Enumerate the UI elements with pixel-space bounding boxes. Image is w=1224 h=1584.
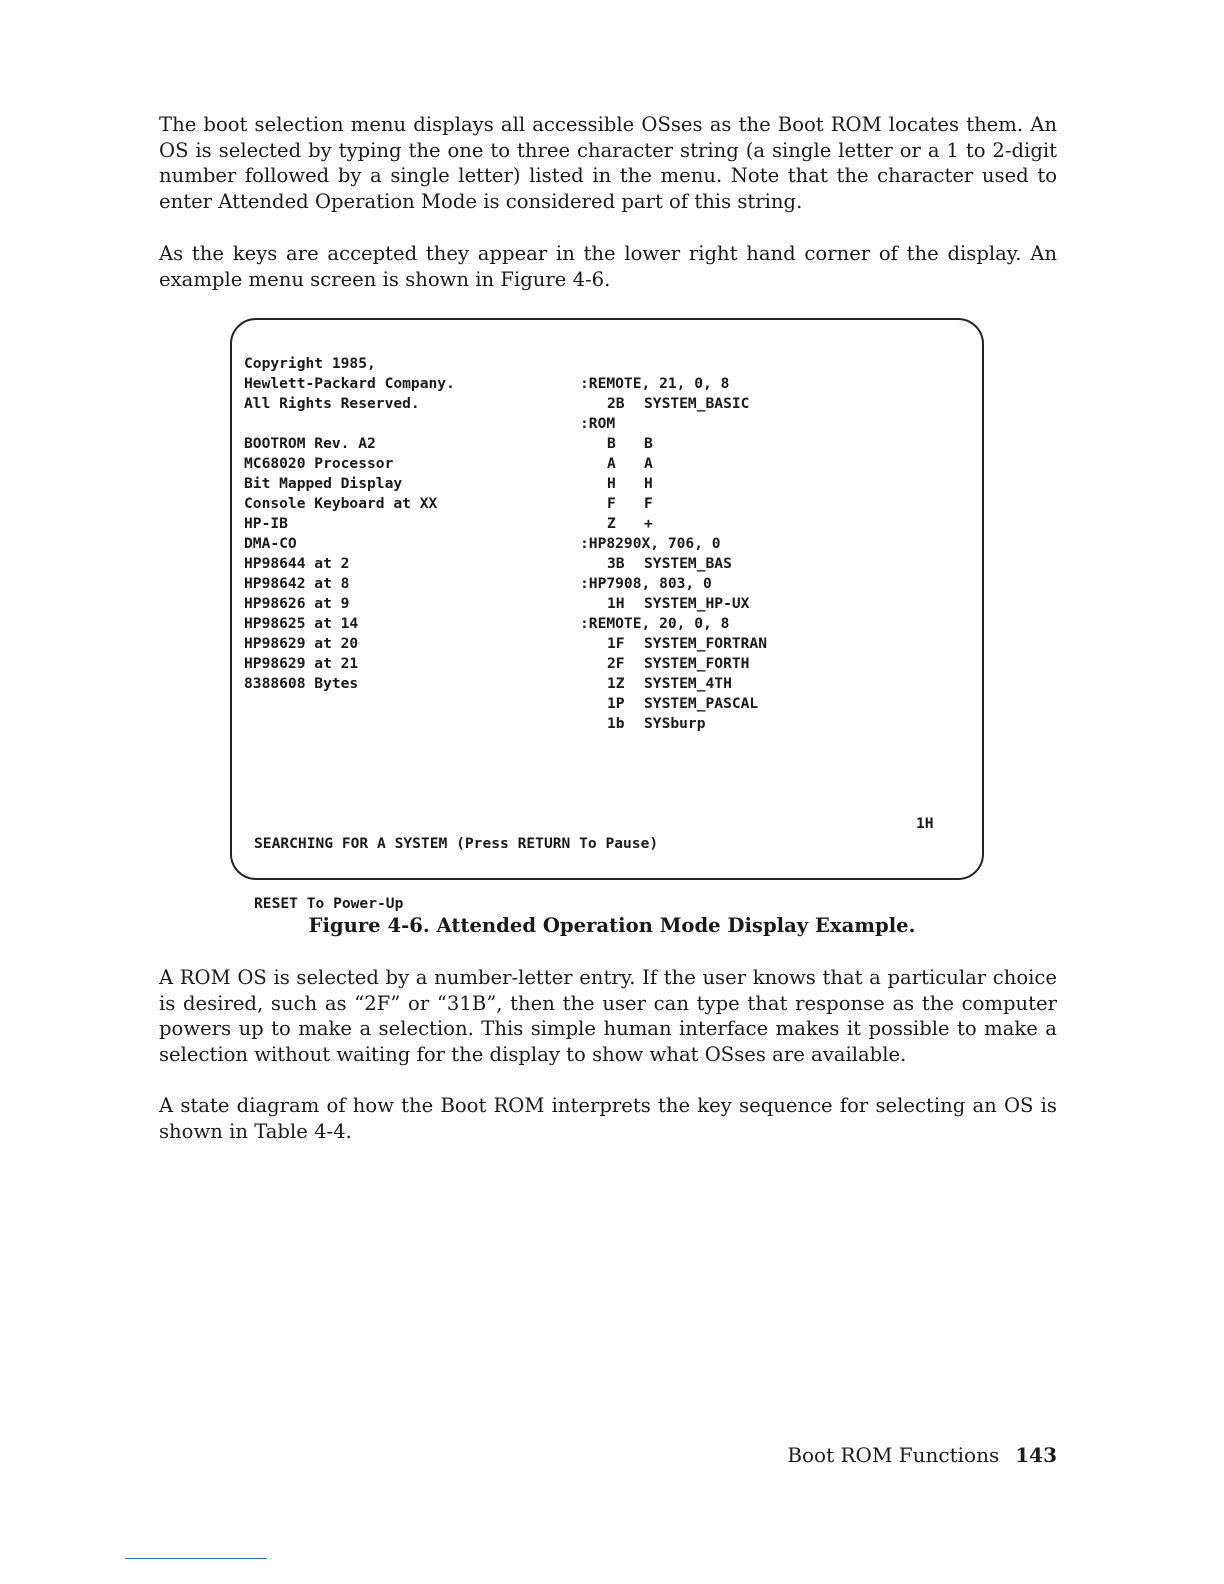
- entered-keys-indicator: 1H: [916, 815, 934, 832]
- rom-selection-paragraph: A ROM OS is selected by a number-letter entry. If the user knows that a particular choice is desired, such as “2F” or “31B”, then the user can type that response as the computer powers up to make a selection. This simple human interface makes it possible to make a selection without waiting for the display to show what OSses are available.: [159, 966, 1057, 1066]
- system-info-line: [244, 414, 455, 434]
- os-entry-name: H: [644, 475, 653, 492]
- device-header-line: :REMOTE, 20, 0, 8: [580, 615, 730, 632]
- device-header-line: :HP7908, 803, 0: [580, 575, 712, 592]
- os-entry: [580, 694, 767, 714]
- os-entry: [580, 594, 767, 614]
- os-entry-name: SYSTEM_HP-UX: [644, 595, 750, 612]
- system-info-line: Copyright 1985,: [244, 355, 376, 372]
- system-info-line: 8388608 Bytes: [244, 675, 359, 692]
- os-entry-code: 2F: [607, 655, 625, 672]
- os-entry: [580, 674, 767, 694]
- footer-section-title: Boot ROM Functions: [787, 1443, 1000, 1467]
- os-entry-name: +: [644, 515, 653, 532]
- os-entry: [580, 654, 767, 674]
- os-entry-code: 1H: [607, 595, 625, 612]
- os-entry-name: SYSTEM_FORTH: [644, 655, 750, 672]
- system-info-column: [244, 354, 455, 694]
- os-entry-name: SYSTEM_BAS: [644, 555, 732, 572]
- system-info-line: DMA-CO: [244, 535, 297, 552]
- system-info-line: HP98642 at 8: [244, 575, 350, 592]
- footnote-rule: [125, 1558, 267, 1559]
- device-header-line: :ROM: [580, 415, 616, 432]
- os-entry-name: B: [644, 435, 653, 452]
- system-info-line: HP98625 at 14: [244, 615, 359, 632]
- system-info-line: HP98629 at 21: [244, 655, 359, 672]
- boot-menu-screen: [230, 318, 984, 912]
- os-entry-code: H: [607, 475, 616, 492]
- os-entry: [580, 714, 767, 734]
- system-info-line: MC68020 Processor: [244, 455, 394, 472]
- system-info-line: Bit Mapped Display: [244, 475, 403, 492]
- state-diagram-paragraph: A state diagram of how the Boot ROM interprets the key sequence for selecting an OS is shown in Table 4-4.: [159, 1094, 1057, 1143]
- os-entry: [580, 394, 767, 414]
- keys-paragraph: As the keys are accepted they appear in the lower right hand corner of the display. An example menu screen is shown in Figure 4-6.: [159, 242, 1057, 291]
- os-entry-code: 2B: [607, 395, 625, 412]
- os-entry: [580, 434, 767, 454]
- os-entry-code: 1P: [607, 695, 625, 712]
- os-entry-name: F: [644, 495, 653, 512]
- searching-status-line: SEARCHING FOR A SYSTEM (Press RETURN To Pause): [254, 835, 659, 852]
- os-entry-code: F: [607, 495, 616, 512]
- system-info-line: Hewlett-Packard Company.: [244, 375, 455, 392]
- os-entry: [580, 454, 767, 474]
- os-entry: [580, 514, 767, 534]
- os-entry-code: 1F: [607, 635, 625, 652]
- os-entry-name: SYSburp: [644, 715, 706, 732]
- system-info-line: BOOTROM Rev. A2: [244, 435, 376, 452]
- system-info-line: HP98644 at 2: [244, 555, 350, 572]
- system-info-line: HP98626 at 9: [244, 595, 350, 612]
- page-number: 143: [1015, 1443, 1057, 1467]
- os-entry-code: 1Z: [607, 675, 625, 692]
- system-info-line: All Rights Reserved.: [244, 395, 420, 412]
- os-entry: [580, 474, 767, 494]
- system-info-line: HP-IB: [244, 515, 288, 532]
- os-entry-code: B: [607, 435, 616, 452]
- os-entry-name: SYSTEM_PASCAL: [644, 695, 759, 712]
- os-entry-code: Z: [607, 515, 616, 532]
- os-entry-code: 3B: [607, 555, 625, 572]
- os-entry-name: SYSTEM_BASIC: [644, 395, 750, 412]
- os-entry: [580, 494, 767, 514]
- os-entry-code: A: [607, 455, 616, 472]
- os-entry: [580, 554, 767, 574]
- os-entry-name: SYSTEM_FORTRAN: [644, 635, 768, 652]
- os-entry-name: A: [644, 455, 653, 472]
- os-list-column: [580, 374, 767, 734]
- figure-caption: Figure 4-6. Attended Operation Mode Display Example.: [308, 914, 916, 937]
- intro-paragraph: The boot selection menu displays all accessible OSses as the Boot ROM locates them. An OS is selected by typing the one to three character string (a single letter or a 1 to 2-digit number followed by a single letter) listed in the menu. Note that the character used to enter Attended Operation Mode is considered part of this string.: [159, 113, 1057, 213]
- os-entry-code: 1b: [607, 715, 625, 732]
- system-info-line: Console Keyboard at XX: [244, 495, 438, 512]
- os-entry: [580, 634, 767, 654]
- page-footer: [787, 1442, 1057, 1468]
- reset-line: RESET To Power-Up: [254, 895, 404, 912]
- os-entry-name: SYSTEM_4TH: [644, 675, 732, 692]
- device-header-line: :HP8290X, 706, 0: [580, 535, 721, 552]
- device-header-line: :REMOTE, 21, 0, 8: [580, 375, 730, 392]
- system-info-line: HP98629 at 20: [244, 635, 359, 652]
